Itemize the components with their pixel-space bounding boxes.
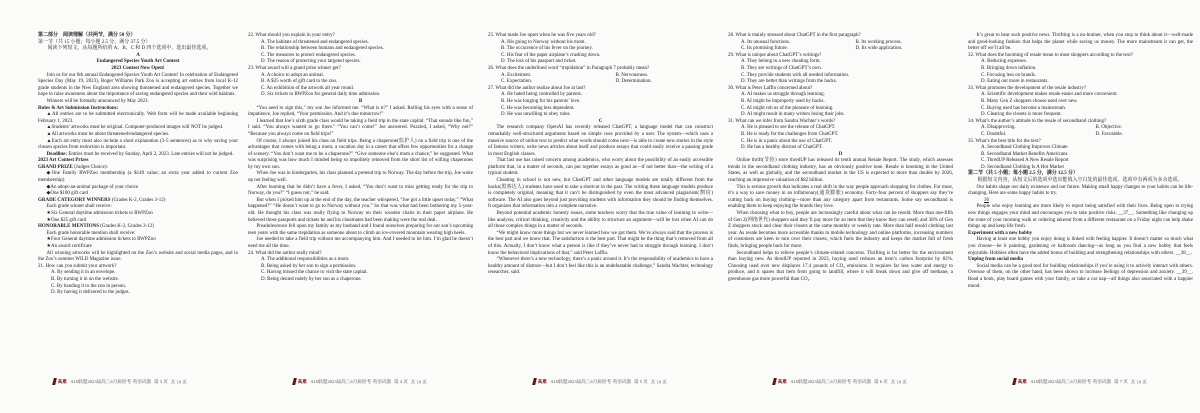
option-line: D. Clearing the closets is more frequent. (981, 112, 1062, 118)
footer-page-total: 共 10 页 (1130, 379, 1147, 384)
footer-page-total: 共 10 页 (890, 379, 907, 384)
option-line: A. The habitats of threatened and endangered species. (261, 39, 369, 45)
paragraph: This is serious growth that indicates a real shift in the way people approach shopping for clothes. For most, it’s a way to save money in an inflationary(通货膨胀) economy. Forty-four percent of shoppers say they’re cutting back on buying clothing—more than any category apart from restaurants. Some say secondhand is enabling them to keep enjoying the brands they love. (728, 184, 953, 210)
text-run: (Grades K-2, Grades 3-12) (110, 197, 166, 203)
bold-heading (38, 224, 238, 231)
bold-lead: GRADE CATEGORY WINNERS (38, 197, 111, 203)
option-line: D. The reason of protecting your targeted species. (261, 59, 361, 65)
footer-page-number: 第 5 页 (634, 379, 648, 384)
page-footer (0, 378, 240, 386)
option-right: B. Objective. (1095, 125, 1122, 131)
bold-heading: Unplug from social media (968, 257, 1024, 263)
paragraph: Having at least one hobby you enjoy doing is linked with feeling happier. It doesn’t matter so much what you choose—be it painting, gardening or ballroom dancing—as long as you find a new hobby that feels enjoyable. Hobbies often have the added bonus of building and strengthening relationships with others. __38__. (968, 237, 1193, 256)
option-line: D. AI might result in many writers losing their jobs. (741, 112, 845, 118)
footer-page-number: 第 7 页 (1114, 379, 1128, 384)
paragraph: Online thrift(节俭) store thredUP has released its tenth annual Resale Report. The study, which assesses trends in the secondhand clothing industry, has an obviously positive tone. Resale is booming in the United States, as well as globally, and the secondhand market in the US is expected to more than double by 2026, reaching an impressive valuation of $82 billion. (728, 158, 953, 184)
footer-exam-title: ·A10联盟2023届高三4月质检考·英语试题 (308, 379, 391, 384)
exam-page (0, 0, 240, 413)
question-line: 25. What made Joe upset when he was five years old? (488, 33, 596, 38)
option-left: A. Its unusual functions. (741, 39, 791, 45)
footer-brand: 高惠 (537, 379, 547, 384)
bold-heading: 2023 Art Contest Prizes (38, 158, 89, 164)
option-left: C. Its promising future. (741, 46, 788, 52)
paragraph: Winners will be formally announced by May 2023. (46, 98, 149, 104)
option-line: D. Secondhand Clothing Is A Hot Market (981, 164, 1064, 170)
paragraph: Social media can be a good tool for building relationships if you’re using it to actively interact with others. Overuse of them, on the other hand, has been shown to increase feelings of depression and anxiety. __39__. Read a book, play board games with your family, or take a car nap—all things also associated with a happier mood. (968, 263, 1193, 289)
section-letter: C (598, 118, 603, 124)
question-line: 29. What is unique about ChatGPT’s writings? (728, 52, 822, 58)
option-right: B. Its working process. (855, 39, 902, 45)
paragraph: Of course, I always joined his class on field trips. Being a chaperone(监护人) on a field trip is one of the advantages that comes with being a mom, a vacation day in a career that offers few opportunities for a change of scenery. “You don’t want me to be a chaperone?” “Give someone else’s mom a chance,” he suggested. What was surprising was how much I minded being so impolitely removed from the short list of willing chaperones by my own son. (248, 138, 473, 170)
paragraph: That last use has raised concern among academics, who worry about the possibility of an easily accessible platform that, in a matter of seconds, can put together essays as good as—if not better than—the writing of a typical student. (488, 158, 713, 177)
paragraph: Each grade winner shall receive: (46, 204, 112, 210)
footer-page-number: 第 4 页 (394, 379, 408, 384)
paragraph: Each grade honorable mention shall receive: (46, 230, 136, 236)
option-line: A. Scientific development makes resale easier and more convenient. (981, 92, 1118, 98)
paragraph: The research company OpenAI has recently released ChatGPT, a language model that can construct remarkably well-structured arguments based on simple cues provided by a user. The system—which uses a massive source of online text to predict what words should come next—is able to create new stories in the style of famous writers, write news articles about itself and produce essays that could easily receive a passing grade in most English classes. (488, 125, 713, 157)
option-line (968, 125, 1193, 132)
passage-title: 2023 Contest Now Open! (111, 65, 165, 71)
bold-heading: Rules & Art Submission Instructions: (38, 105, 119, 111)
bold-lead: GRAND PRIZE (38, 164, 73, 170)
option-line: C. Buying used has become a mainstream. (981, 105, 1066, 111)
paragraph: When choosing what to buy, people are increasingly careful about what can be resold. More than one-fifth of Gen Z(网络世代) shoppers said they’ll pay more for an item that they know they can resell, and 38% of Gen Z shoppers stock and clear their closets at the same monthly or weekly rate. More than half resold clothing last year. As resale becomes more accessible thanks to mobile technology and online platforms, increasing numbers of customers are keen to turn over their closets, which fuels the industry and keeps the market full of fresh finds, bringing people back for more. (728, 211, 953, 249)
paragraph: I learned that Joe’s sixth grade class would be taking a field trip to the state capital. “That sounds like fun,” I said. “You always wanted to go there.” “You can’t come!” Joe answered. Puzzled, I asked, “Why not?” “Because you always come on field trips!” (248, 118, 473, 137)
paragraph: All winning artworks will be highlighted on the Zoo’s website and social media pages, and in the Zoo’s summer WILD Magazine issue. (38, 250, 238, 263)
question-line: 27. What did the author realize about Joe at last? (488, 85, 586, 91)
option-line: A. They belong to a new cheating form. (741, 59, 821, 65)
option-line: A. His going to Norway without his mom. (501, 39, 586, 45)
option-line: C. ThredUP Released A New Resale Report (981, 158, 1069, 164)
paragraph: Cheating in school is not new, but ChatGPT and other language models are totally different from the hacks(黑客达人) students have used to take a shortcut in the past. The writing these language models produce is completely original, meaning that it can’t be distinguished by even the most advanced plagiarism(剽窃) software. The AI also goes beyond just providing students with information they should be finding themselves. It organizes that information into a complete narrative. (488, 178, 713, 210)
paragraph: ▲Students’ artworks must be original. Computer-produced images will NOT be judged. (46, 125, 224, 131)
option-line: C. He is in a panic about the use of ChatGPT. (741, 138, 833, 144)
paragraph: ◆An adopt-an-animal package of your choice (46, 184, 139, 190)
option-line: B. By turning it in on the website. (51, 276, 119, 282)
question-line: 35. What’s the best title for the text? (968, 138, 1041, 144)
option-line: D. Six tickets to RWPZoo for general daily time admission. (261, 92, 381, 98)
footer-exam-title: ·A10联盟2023届高三4月质检考·英语试题 (68, 379, 151, 384)
text-run: Entries must be received by Sunday, April 2, 2023. Late entries will not be judged. (67, 151, 234, 157)
option-line: A. He hated being controlled by parents. (501, 92, 583, 98)
section-letter: D (838, 151, 843, 157)
option-line: D. Eating out more in restaurants. (981, 79, 1049, 85)
paragraph: ★Six General daytime admission tickets to RWPZoo (46, 211, 153, 217)
footer-page-number: 第 3 页 (154, 379, 168, 384)
instruction-line: 第二节（共 5 小题；每小题 2.5 分，满分 12.5 分） (968, 171, 1079, 177)
option-line: B. The relationship between humans and endangered species. (261, 46, 384, 52)
question-line: 23. What award will a grand prize winner get? (248, 65, 341, 71)
section-letter: A (136, 52, 140, 58)
paragraph: ▲All entries are to be submitted electronically. Web form will be made available beginning February 1, 2023. (38, 112, 238, 124)
option-line: C. By handing it to the zoo in person. (51, 283, 126, 289)
paragraph: “You need to sign this,” my son Joe informed me. “What is it?” I asked. Rolling his eyes with a sense of impatience, Joe replied, “Your permission. And it’s due tomorrow!” (248, 105, 473, 118)
option-line: B. He is ready for the challenges from ChatGPT. (741, 131, 839, 137)
option-line: C. His fear of the paper airplane’s crashing down. (501, 52, 601, 58)
option-line: D. By having it delivered to the judges. (51, 290, 130, 296)
option-line: A. AI makes us struggle through learning. (741, 92, 825, 98)
instruction-line: 第二部分 阅读理解（共两节，满分 50 分） (38, 33, 136, 38)
footer-brand: 高惠 (1017, 379, 1027, 384)
page-footer (960, 378, 1200, 386)
paragraph: When Joe was in kindergarten, his class planned a pretend trip to Norway. The day before the trip, Joe woke up not feeling well. (248, 171, 473, 184)
paragraph: Beyond potential academic honesty issues, some teachers worry that the true value of learning to write—like analysis, critical thinking, creativity and the ability to structure an argument—will be lost when AI can do all those complex things in a matter of seconds. (488, 211, 713, 230)
option-right: D. Its wide application. (855, 46, 903, 52)
paragraph: Our habits shape our daily existence and our future. Making small happy changes to your habits can be life-changing. Here are some happy habits to try. (968, 184, 1193, 197)
option-line: B. A $25 worth of gift card to the zoo. (261, 79, 338, 85)
paragraph: People who enjoy learning are more likely to report being satisfied with their lives. Being open to trying new things engages your mind and encourages you to take positive risks. __37__. Something like changing up the route of your morning walk or ordering takeout from a different restaurant on a Friday night can help shake things up and keep life fresh. (968, 204, 1193, 230)
option-left: C. Expectation. (501, 79, 532, 85)
option-line: A. A choice to adopt an animal. (261, 72, 325, 78)
option-line: A. By sending it in an envelope. (51, 270, 116, 276)
bold-lead: HONORABLE MENTIONS (38, 224, 99, 230)
paragraph: ▲All artworks must be about threatened/endangered species. (46, 131, 170, 137)
exam-page (960, 0, 1200, 413)
option-line: B. Bringing down inflation. (981, 65, 1037, 71)
question-line: 24. What did the author really mind? (248, 250, 322, 256)
paragraph: It’s great to hear such positive news. Thrifting is a no-brainer, when you stop to think about it—well-made and good-looking fashion that helps the planet while saving us money. The more mainstream it can get, the better off we’ll all be. (968, 33, 1193, 52)
paragraph: Preadolescence fell upon my family as my husband and I found ourselves preparing for our son’s upcoming teen years with the same trepidation as someone about to climb an ice-covered mountain wearing high heels. (248, 224, 473, 236)
footer-brand-logo-icon (52, 378, 56, 385)
footer-exam-title: ·A10联盟2023届高三4月质检考·英语试题 (788, 379, 871, 384)
option-line: B. Many Gen Z shoppers choose used over new. (981, 98, 1078, 104)
text-run: (Grades K-2, Grades 3-12) (98, 224, 154, 230)
footer-page-total: 共 10 页 (410, 379, 427, 384)
option-line: C. They provide students with all needed information. (741, 72, 850, 78)
option-line: C. AI might rob us of the pleasure of learning. (741, 105, 834, 111)
option-right: D. Favorable. (1095, 131, 1123, 137)
option-line: A. He is pleased to see the release of ChatGPT. (741, 125, 836, 131)
footer-exam-title: ·A10联盟2023届高三4月质检考·英语试题 (548, 379, 631, 384)
footer-page-total: 共 10 页 (650, 379, 667, 384)
option-line: C. The measures to protect endangered species. (261, 52, 356, 58)
blank-line: 36 (984, 197, 989, 203)
footer-brand: 高惠 (297, 379, 307, 384)
paragraph: Join us for our 6th annual Endangered Species Youth Art Contest! In celebration of Endangered Species Day (May 19, 2023), Roger Williams Park Zoo is accepting art entries from local K-12 grade students in the New England area showing threatened and endangered species. Together we hope to raise awareness about the importance of saving endangered species and their wild habitats. (38, 72, 238, 98)
question-line: 30. What is Peter Laffin concerned about? (728, 85, 813, 91)
question-line: 26. What does the underlined word “trepidation” in Paragraph 7 probably mean? (488, 65, 650, 71)
instruction-line: 阅读下列短文，从每题所给的 A、B、C 和 D 四个选项中，选出最佳选项。 (47, 46, 212, 52)
footer-brand-logo-icon (532, 378, 536, 385)
bold-heading (38, 198, 238, 205)
exam-page (240, 0, 480, 413)
option-line: B. The occurrence of his fever on the journey. (501, 46, 593, 52)
question-line: 34. What’s the author’s attitude to the resale of secondhand clothing? (968, 118, 1107, 124)
option-line (488, 73, 713, 80)
page-footer (240, 378, 480, 386)
option-line: B. Secondhand Market Benefits Americans (981, 151, 1068, 157)
option-line: A. The additional responsibilities as a mom. (261, 257, 350, 263)
paragraph: ◆One Family RWPZoo membership (a $149 value; an extra year added to current Zoo membership) (38, 171, 238, 184)
option-left: A. Disapproving. (981, 125, 1016, 131)
option-line (728, 46, 953, 53)
option-line: A. Reducing expenses. (981, 59, 1027, 65)
exam-page (480, 0, 720, 413)
exam-page (720, 0, 960, 413)
paragraph: ★Four General daytime admission tickets to RWPZoo (46, 237, 156, 243)
paragraph: ★An award certificate (46, 244, 92, 249)
text-run: (Judges Choice): (72, 164, 108, 170)
paragraph: “Whenever there’s a new technology, there’s a panic around it. It’s the responsibility of academics to have a healthy amount of distrust—but I don’t feel like this is an undefeatable challenge,” Sandra Wachter, technology researcher, said. (488, 257, 713, 276)
option-line: D. Being denied rudely by her son as a chaperone. (261, 276, 362, 282)
question-line: 31. What can we infer from Sandra Wachter’s words? (728, 118, 836, 124)
option-line: B. They are writings of ChatGPT’s own. (741, 65, 823, 71)
option-line (968, 132, 1193, 139)
footer-brand: 高惠 (57, 379, 67, 384)
footer-brand-logo-icon (772, 378, 776, 385)
option-line: B. AI might be improperly used by hacks. (741, 98, 825, 104)
paragraph: Secondhand helps to relieve people’s climate-related concerns. Thrifting is far better for the environment than buying new. As thredUP reported in 2023, buying used reduces an item’s carbon footprint by 82%. Choosing used over new displaces 17.4 pounds of CO₂ emissions. It requires far less water and energy to produce, and it spares that item from going to landfill, where it will break down and give off methane, a greenhouse gas more powerful than CO₂. (728, 250, 953, 282)
page-footer (720, 378, 960, 386)
question-line: 32. What does the booming of resale mean to most shoppers according to the text? (968, 52, 1134, 58)
footer-exam-title: ·A10联盟2023届高三4月质检考·英语试题 (1028, 379, 1111, 384)
bold-lead: Deadline: (46, 151, 68, 157)
question-line: 28. What is mainly stressed about ChatGPT in the first paragraph? (728, 33, 861, 38)
footer-brand: 高惠 (777, 379, 787, 384)
bold-heading: Experiment with a new hobby (968, 230, 1033, 236)
section-letter: B (358, 98, 363, 104)
instruction-line: 根据短文内容，从短文后的选项中选出能填入空白处的最佳选项。选项中有两项为多余选项。 (977, 178, 1183, 184)
footer-brand-logo-icon (1012, 378, 1016, 385)
question-line: 21. How can you submit your artwork? (38, 263, 117, 269)
footer-page-total: 共 10 页 (170, 379, 187, 384)
footer-page-number: 第 6 页 (874, 379, 888, 384)
option-line: D. The loss of his passport and ticket. (501, 59, 577, 65)
option-right: B. Nervousness. (615, 72, 649, 78)
question-line: 33. What promotes the development of the resale industry? (968, 85, 1087, 91)
option-right: D. Determination. (615, 79, 652, 85)
option-line: C. Having missed the chance to visit the state capital. (261, 270, 368, 276)
option-line: C. He was becoming less dependent. (501, 105, 575, 111)
question-line: 22. What should you explain in your entry? (248, 33, 335, 38)
option-line (728, 40, 953, 47)
option-line (488, 79, 713, 86)
paragraph: But when I picked him up at the end of the day, the teacher whispered, “Joe got a little upset today.” “What happened?” “He doesn’t want to go to Norway without you.” So that was what had been bothering my 5-year-old. He thought his class was really flying to Norway on their wooden chairs in their paper airplane. He believed those passports and tickets he and his classmates had been making were the real deal. (248, 197, 473, 223)
option-line: D. He was unwilling to obey rules. (501, 112, 571, 118)
page-footer (480, 378, 720, 386)
passage-title: Endangered Species Youth Art Contest (96, 59, 180, 65)
paragraph: ▲Each art entry must also include a short explanation (3-5 sentences) as to why saving your chosen species from extinction is important. (38, 138, 238, 151)
paragraph (38, 152, 238, 159)
option-left: C. Doubtful. (981, 131, 1007, 137)
option-left: A. Excitement. (501, 72, 532, 78)
option-line: B. Being asked by her son to sign a permission. (261, 263, 357, 269)
instruction-line: 第一节（共 15 小题；每小题 2.5 分，满分 37.5 分） (38, 39, 151, 45)
paragraph: ◆One $100 gift card (46, 191, 88, 197)
paragraph: ★One $25 gift card (46, 217, 87, 223)
option-line: A. Secondhand Clothing Improves Climate (981, 145, 1068, 151)
option-line: B. He was longing for his parents’ love. (501, 98, 581, 104)
option-line: C. Focusing less on brands. (981, 72, 1036, 78)
paragraph: After learning that he didn’t have a fever, I asked, “You don’t want to miss getting ready for the trip to Norway, do you?” “I guess not,” he said. (248, 184, 473, 197)
option-line: D. They are better than writings from the hacks. (741, 79, 837, 85)
paragraph: Joe needed to take a field trip without me accompanying him. And I needed to let him. I’m glad he doesn’t need me all the time. (248, 237, 473, 249)
option-line: D. He has a healthy distrust of ChatGPT. (741, 145, 823, 151)
footer-brand-logo-icon (292, 378, 296, 385)
option-line: C. An exhibition of the artwork all year round. (261, 85, 355, 91)
paragraph: “We might know more things but we never learned how we got them. We’re always said that the process is the best part and we know that. The satisfaction is the best part. That might be the thing that’s removed from all of this. Actually, I don’t know what a person is like if they’ve never had to struggle through learning. I don’t know the behavioral implications of that,” said Peter Laffin. (488, 230, 713, 256)
